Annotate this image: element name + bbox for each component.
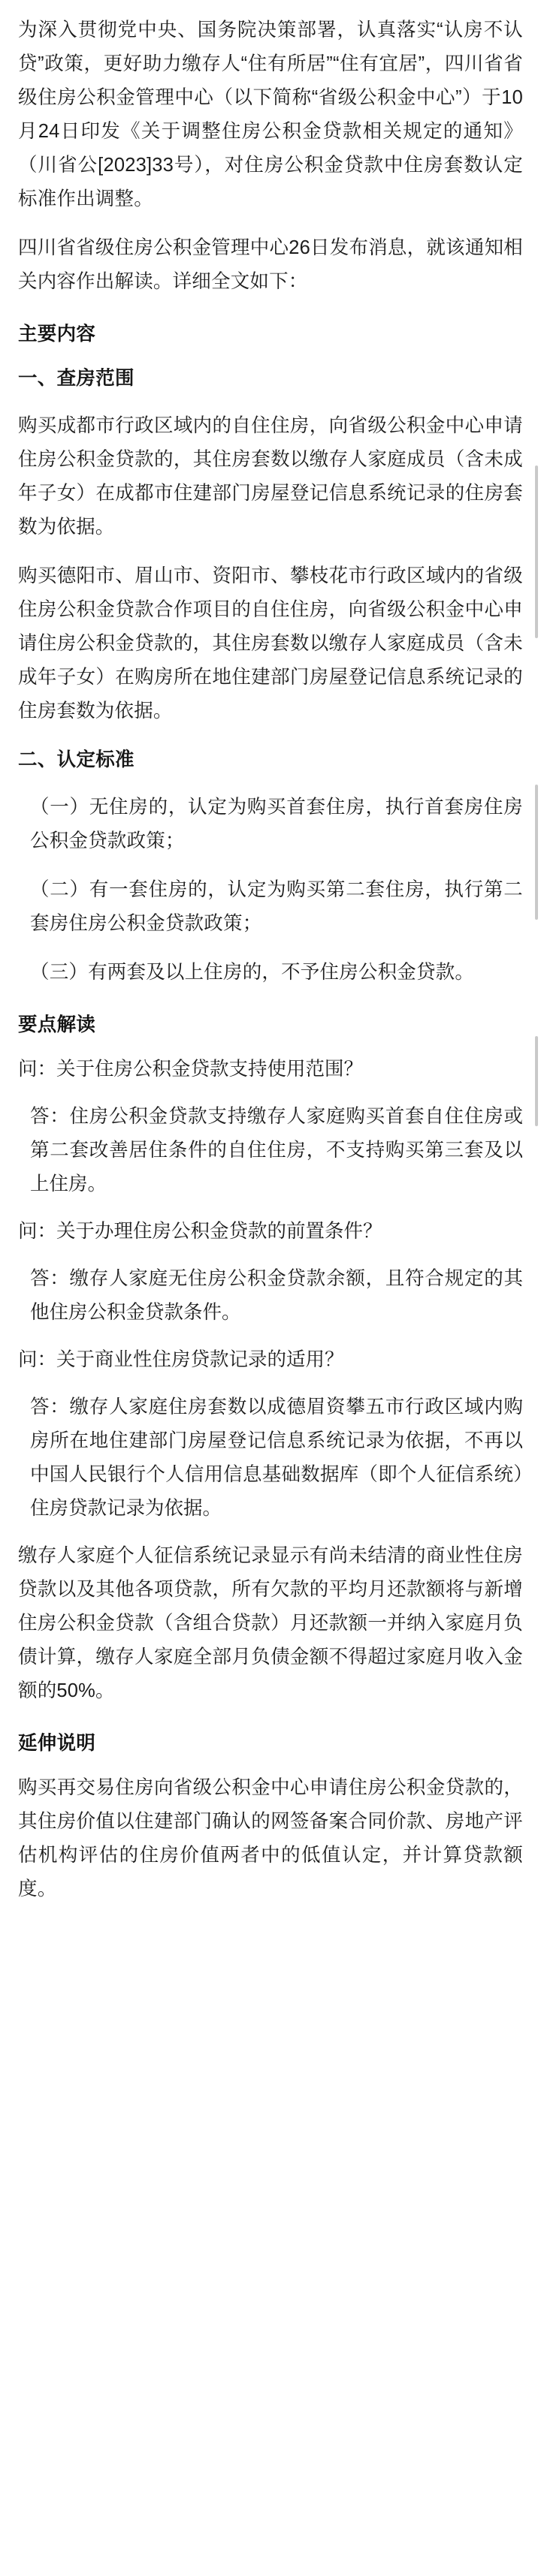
subsection-heading: 二、认定标准: [18, 749, 134, 770]
list-item: （三）有两套及以上住房的，不予住房公积金贷款。: [30, 962, 475, 983]
paragraph: 购买成都市行政区域内的自住住房，向省级公积金中心申请住房公积金贷款的，其住房套数以缴存人家庭成员（含未成年子女）在成都市住建部门房屋登记信息系统记录的住房套数为依据。: [18, 415, 523, 538]
scroll-indicator[interactable]: [535, 785, 538, 920]
answer: 答：缴存人家庭住房套数以成德眉资攀五市行政区域内购房所在地住建部门房屋登记信息系统记录为依据，不再以中国人民银行个人信用信息基础数据库（即个人征信系统）住房贷款记录为依据。: [30, 1396, 523, 1519]
question: 问：关于住房公积金贷款支持使用范围？: [18, 1059, 364, 1080]
question: 问：关于商业性住房贷款记录的适用？: [18, 1349, 344, 1370]
paragraph: 缴存人家庭个人征信系统记录显示有尚未结清的商业性住房贷款以及其他各项贷款，所有欠款的平均月还款额将与新增住房公积金贷款（含组合贷款）月还款额一并纳入家庭月负债计算，缴存人家庭全部月负债金额不得超过家庭月收入金额的50%。: [18, 1545, 523, 1701]
paragraph: 购买再交易住房向省级公积金中心申请住房公积金贷款的，其住房价值以住建部门确认的网签备案合同价款、房地产评估机构评估的住房价值两者中的低值认定，并计算贷款额度。: [18, 1777, 523, 1900]
scroll-indicator[interactable]: [535, 465, 538, 638]
answer: 答：住房公积金贷款支持缴存人家庭购买首套自住住房或第二套改善居住条件的自住住房，不支持购买第三套及以上住房。: [30, 1106, 523, 1195]
section-heading: 延伸说明: [18, 1733, 96, 1754]
list-item: （一）无住房的，认定为购买首套住房，执行首套房住房公积金贷款政策；: [30, 797, 523, 851]
section-heading: 主要内容: [18, 324, 96, 345]
list-item: （二）有一套住房的，认定为购买第二套住房，执行第二套房住房公积金贷款政策；: [30, 879, 523, 934]
subsection-heading: 一、查房范围: [18, 368, 134, 389]
paragraph: 购买德阳市、眉山市、资阳市、攀枝花市行政区域内的省级住房公积金贷款合作项目的自住住房，向省级公积金中心申请住房公积金贷款的，其住房套数以缴存人家庭成员（含未成年子女）在购房所在地住建部门房屋登记信息系统记录的住房套数为依据。: [18, 565, 523, 722]
paragraph: 四川省省级住房公积金管理中心26日发布消息，就该通知相关内容作出解读。详细全文如下：: [18, 237, 523, 292]
answer: 答：缴存人家庭无住房公积金贷款余额，且符合规定的其他住房公积金贷款条件。: [30, 1268, 523, 1323]
scroll-indicator[interactable]: [535, 1036, 538, 1126]
section-heading: 要点解读: [18, 1014, 96, 1035]
paragraph: 为深入贯彻党中央、国务院决策部署，认真落实“认房不认贷”政策，更好助力缴存人“住有所居”“住有宜居”，四川省省级住房公积金管理中心（以下简称“省级公积金中心”）于10月24日印发《关于调整住房公积金贷款相关规定的通知》（川省公[2023]33号），对住房公积金贷款中住房套数认定标准作出调整。: [18, 20, 523, 209]
question: 问：关于办理住房公积金贷款的前置条件？: [18, 1221, 382, 1242]
